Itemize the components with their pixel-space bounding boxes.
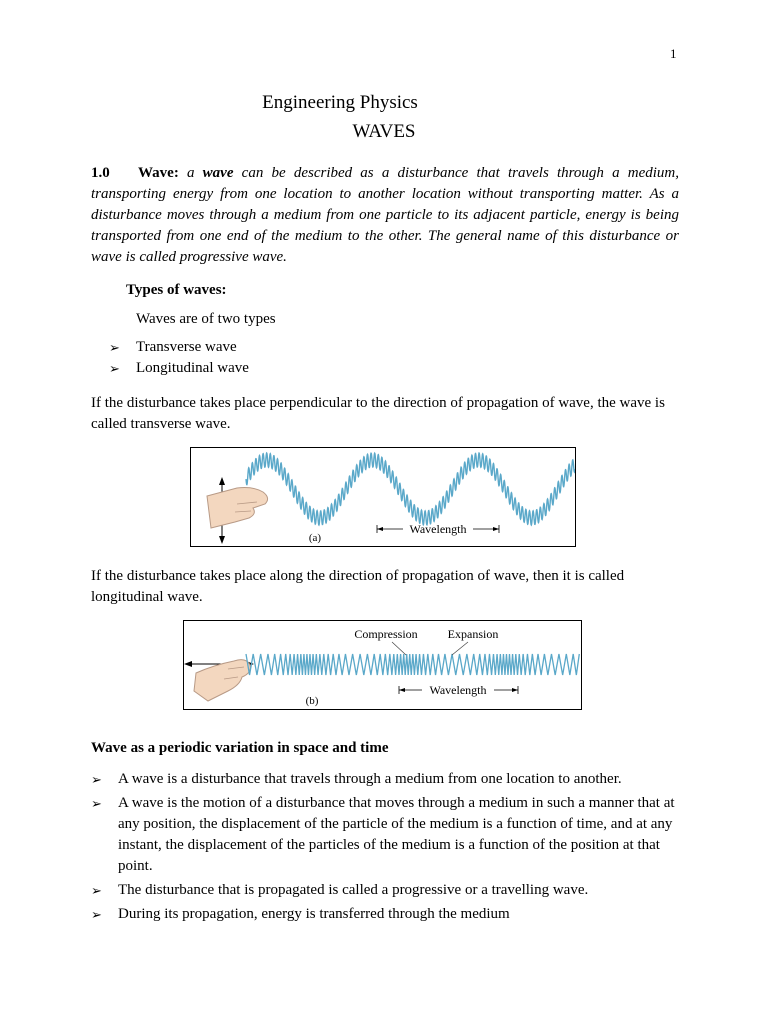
- list-item-text: During its propagation, energy is transferred through the medium: [118, 906, 510, 922]
- arrowhead-bullet-icon: ➢: [91, 883, 102, 898]
- compression-pointer: [392, 642, 406, 655]
- expansion-pointer: [452, 642, 468, 655]
- figure-label: (b): [305, 695, 319, 707]
- definition-emphasis: wave: [202, 165, 234, 181]
- wave-types-list: [109, 337, 249, 379]
- list-item-text: Transverse wave: [136, 339, 237, 355]
- arrowhead-bullet-icon: ➢: [109, 361, 120, 376]
- arrowhead-bullet-icon: ➢: [91, 796, 102, 811]
- figure-label: (a): [308, 532, 322, 544]
- hand-icon: [207, 488, 268, 529]
- page-number: 1: [670, 46, 677, 61]
- definition-lead: a: [187, 165, 195, 181]
- types-intro: Waves are of two types: [136, 311, 276, 327]
- longitudinal-paragraph: If the disturbance takes place along the direction of propagation of wave, then it is called longitudinal wave.: [91, 568, 625, 605]
- transverse-spring-wave: [246, 453, 575, 525]
- list-item-text: The disturbance that is propagated is called a progressive or a travelling wave.: [118, 882, 589, 898]
- list-item: [109, 337, 249, 358]
- arrowhead-bullet-icon: ➢: [91, 772, 102, 787]
- wavelength-label: Wavelength: [409, 522, 467, 536]
- hand-icon: [194, 660, 250, 701]
- list-item-text: Longitudinal wave: [136, 360, 249, 376]
- periodic-variation-heading: Wave as a periodic variation in space and time: [91, 740, 389, 756]
- arrowhead-bullet-icon: ➢: [91, 907, 102, 922]
- list-item: [91, 880, 683, 901]
- wavelength-label: Wavelength: [429, 683, 487, 697]
- wavelength-marker: [377, 522, 499, 536]
- transverse-wave-illustration: [191, 448, 575, 546]
- document-subtitle: WAVES: [352, 121, 416, 142]
- compression-label: Compression: [354, 627, 418, 641]
- periodic-variation-list: [91, 769, 683, 928]
- transverse-wave-figure: [190, 447, 576, 547]
- list-item-text: A wave is a disturbance that travels through a medium from one location to another.: [118, 771, 622, 787]
- list-item: [109, 358, 249, 379]
- list-item: [91, 904, 683, 925]
- definition-text: can be described as a disturbance that travels through a medium, transporting energy from one location to another location without transporting matter. As a disturbance moves through a medium from one particle to its adjacent particle, energy is being transported from one end of the medium to the other. The general name of this disturbance or wave is called progressive wave.: [91, 165, 679, 265]
- section-term: Wave:: [138, 165, 179, 181]
- expansion-label: Expansion: [447, 627, 499, 641]
- list-item: [91, 793, 683, 877]
- transverse-paragraph: If the disturbance takes place perpendicular to the direction of propagation of wave, the wave is called transverse wave.: [91, 395, 665, 432]
- wave-definition-paragraph: [91, 163, 679, 268]
- document-title: Engineering Physics: [262, 92, 418, 113]
- section-number: 1.0: [91, 165, 110, 181]
- types-heading: Types of waves:: [126, 282, 227, 298]
- longitudinal-wave-figure: [183, 620, 582, 710]
- longitudinal-spring-wave: [246, 654, 579, 675]
- wavelength-marker: [399, 683, 518, 697]
- arrowhead-bullet-icon: ➢: [109, 340, 120, 355]
- list-item: [91, 769, 683, 790]
- longitudinal-wave-illustration: [184, 621, 581, 709]
- list-item-text: A wave is the motion of a disturbance that moves through a medium in such a manner that at any position, the displacement of the particle of the medium is a function of time, and at any instant, the displacement of the particles of the medium is a function of the position at that point.: [118, 795, 675, 874]
